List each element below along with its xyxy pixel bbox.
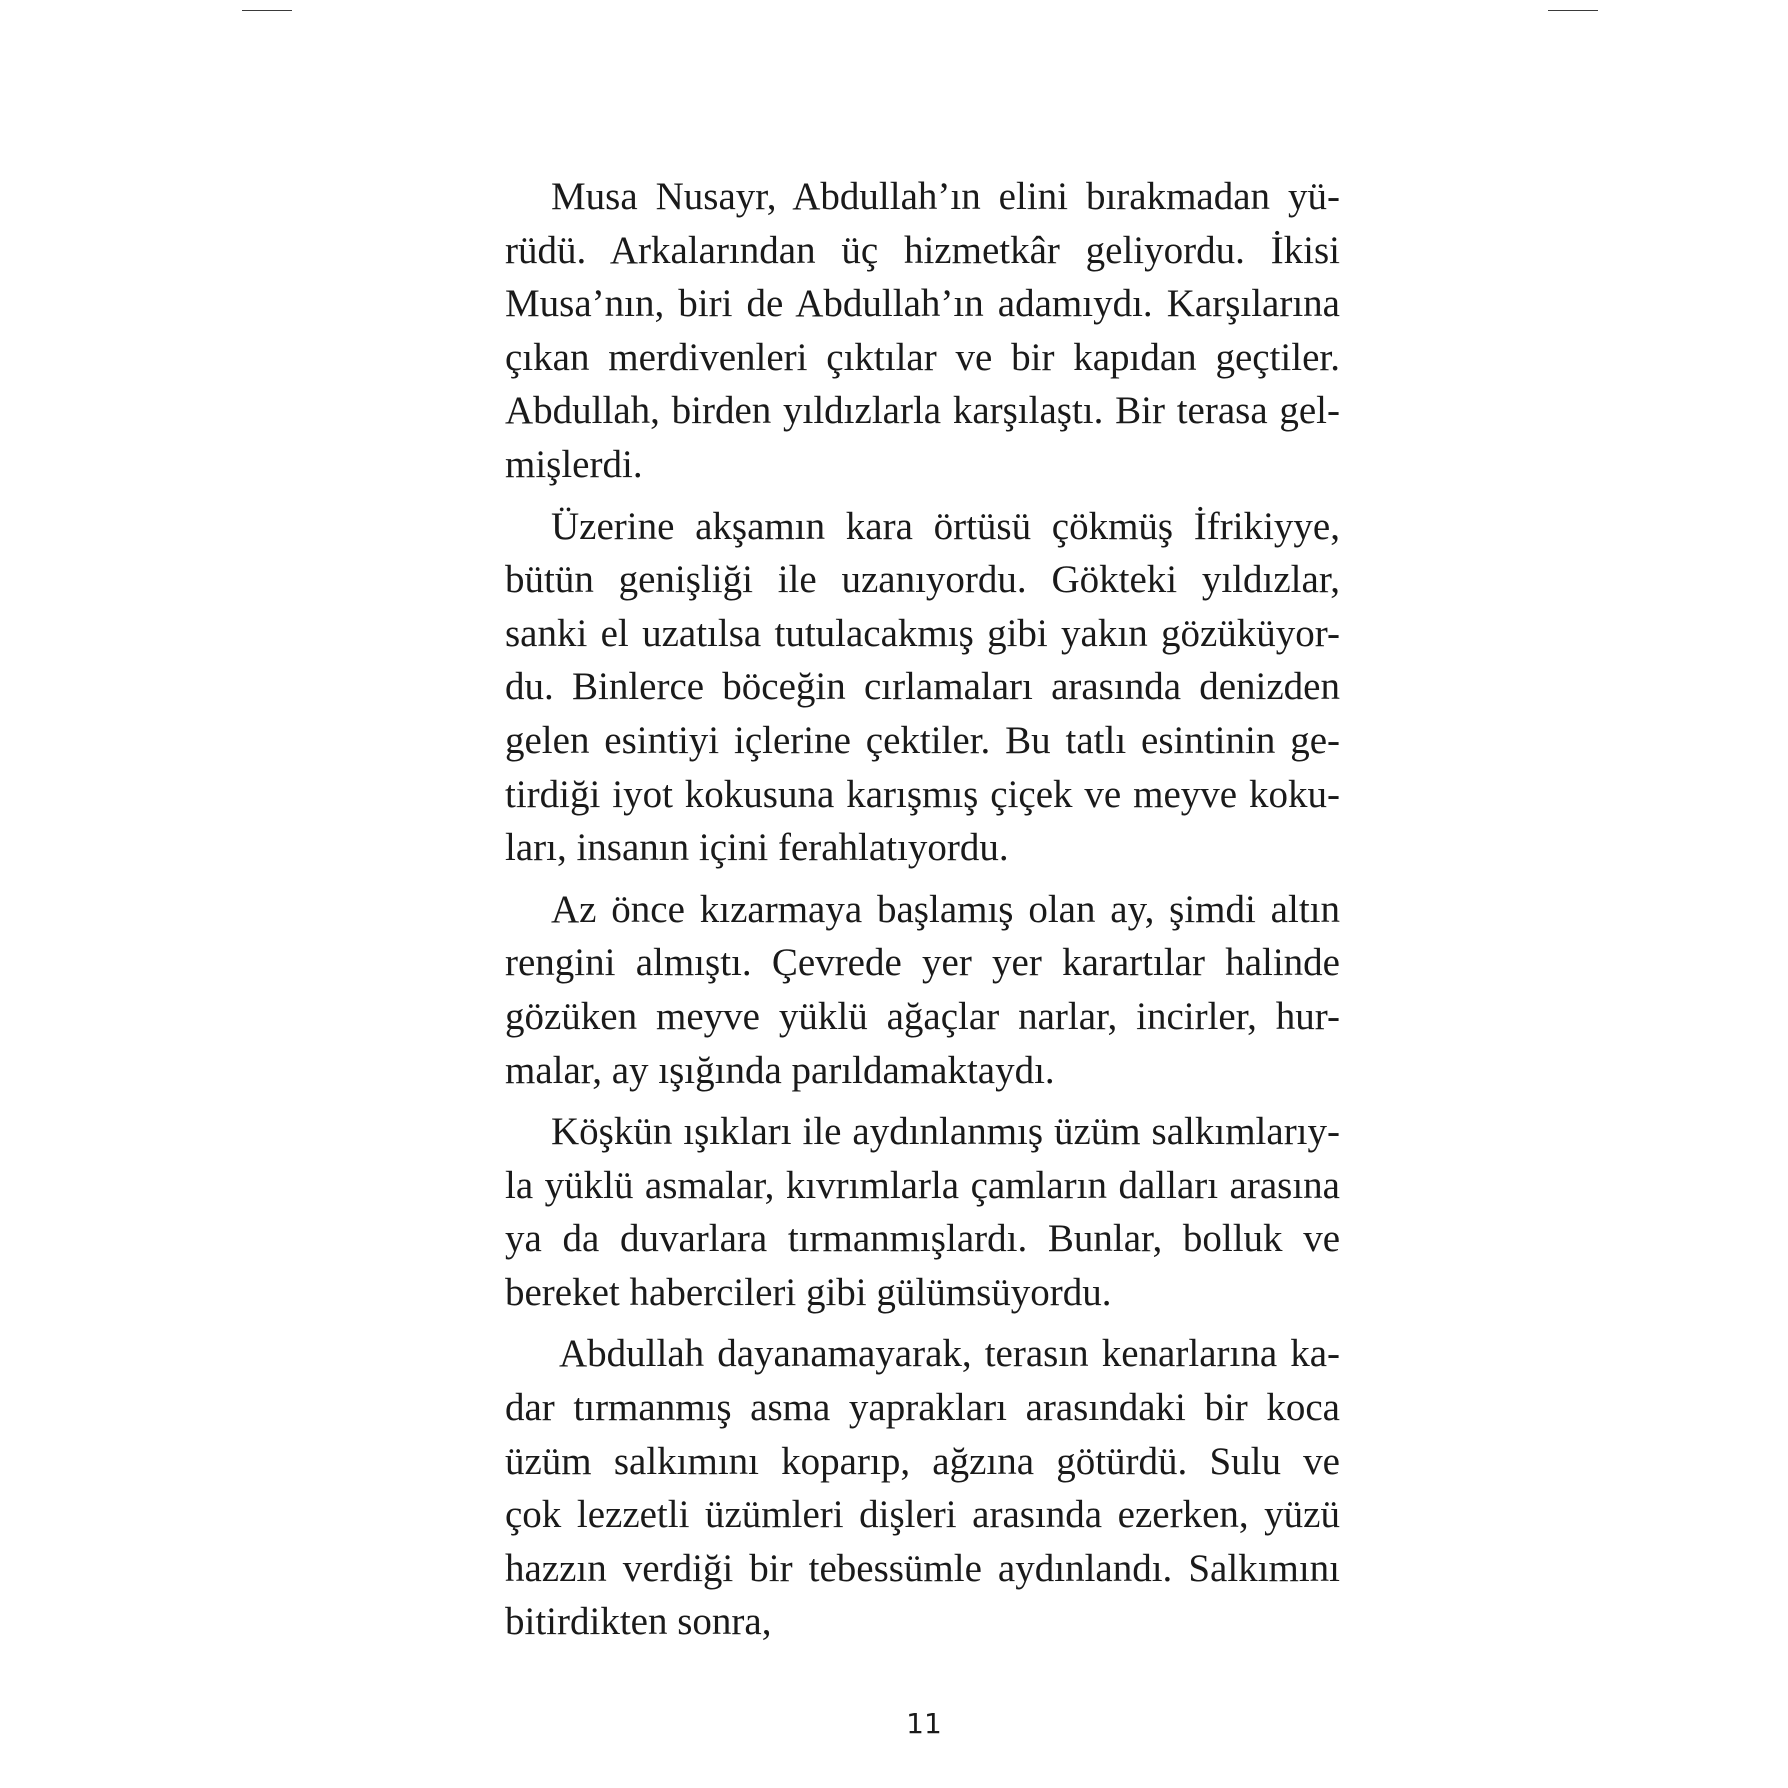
paragraph-5 (505, 1327, 1340, 1649)
paragraph-1 (505, 170, 1340, 492)
paragraph-4 (505, 1105, 1340, 1319)
text-line: Az önce kızarmaya başlamış olan ay, şimdi altın (551, 887, 1340, 931)
text-line: rengini almıştı. Çevrede yer yer karartılar halinde (505, 941, 1340, 985)
text-line: ları, insanın içini ferahlatıyordu. (505, 826, 1009, 870)
page-number: 11 (906, 1707, 942, 1740)
text-line: gelen esintiyi içlerine çektiler. Bu tatlı esintinin ge- (505, 718, 1340, 762)
text-line: dar tırmanmış asma yaprakları arasındaki bir koca (505, 1386, 1340, 1430)
text-line: Musa’nın, biri de Abdullah’ın adamıydı. Karşılarına (505, 282, 1340, 326)
paragraph-2 (505, 500, 1340, 875)
text-line: Abdullah, birden yıldızlarla karşılaştı. Bir terasa gel- (505, 389, 1340, 433)
text-line: hazzın verdiği bir tebessümle aydınlandı. Salkımını (505, 1546, 1340, 1590)
text-line: du. Binlerce böceğin cırlamaları arasında denizden (505, 665, 1340, 709)
text-line: çok lezzetli üzümleri dişleri arasında ezerken, yüzü (505, 1493, 1340, 1537)
text-line: rüdü. Arkalarından üç hizmetkâr geliyordu. İkisi (505, 228, 1340, 272)
text-line: bitirdikten sonra, (505, 1600, 772, 1644)
text-line: Üzerine akşamın kara örtüsü çökmüş İfrikiyye, (551, 504, 1340, 548)
text-line: çıkan merdivenleri çıktılar ve bir kapıdan geçtiler. (505, 335, 1340, 379)
text-line: Musa Nusayr, Abdullah’ın elini bırakmadan yü- (551, 175, 1340, 218)
paragraph-3 (505, 883, 1340, 1097)
text-line: Köşkün ışıkları ile aydınlanmış üzüm salkımlarıy- (551, 1110, 1340, 1154)
text-line: bütün genişliği ile uzanıyordu. Gökteki yıldızlar, (505, 558, 1340, 602)
text-line: mişlerdi. (505, 442, 643, 486)
text-line: üzüm salkımını koparıp, ağzına götürdü. Sulu ve (505, 1439, 1340, 1483)
crop-mark-right (1548, 10, 1598, 11)
text-line: sanki el uzatılsa tutulacakmış gibi yakın gözüküyor- (505, 611, 1340, 655)
text-line: bereket habercileri gibi gülümsüyordu. (505, 1270, 1112, 1314)
text-line: Abdullah dayanamayarak, terasın kenarlarına ka- (559, 1332, 1340, 1376)
crop-mark-left (242, 10, 292, 11)
text-line: malar, ay ışığında parıldamaktaydı. (505, 1048, 1055, 1092)
text-line: ya da duvarlara tırmanmışlardı. Bunlar, bolluk ve (505, 1217, 1340, 1261)
text-line: gözüken meyve yüklü ağaçlar narlar, incirler, hur- (505, 994, 1340, 1038)
text-line: tirdiği iyot kokusuna karışmış çiçek ve meyve koku- (505, 772, 1340, 816)
body-text (505, 170, 1340, 1649)
text-line: la yüklü asmalar, kıvrımlarla çamların dalları arasına (505, 1163, 1340, 1207)
